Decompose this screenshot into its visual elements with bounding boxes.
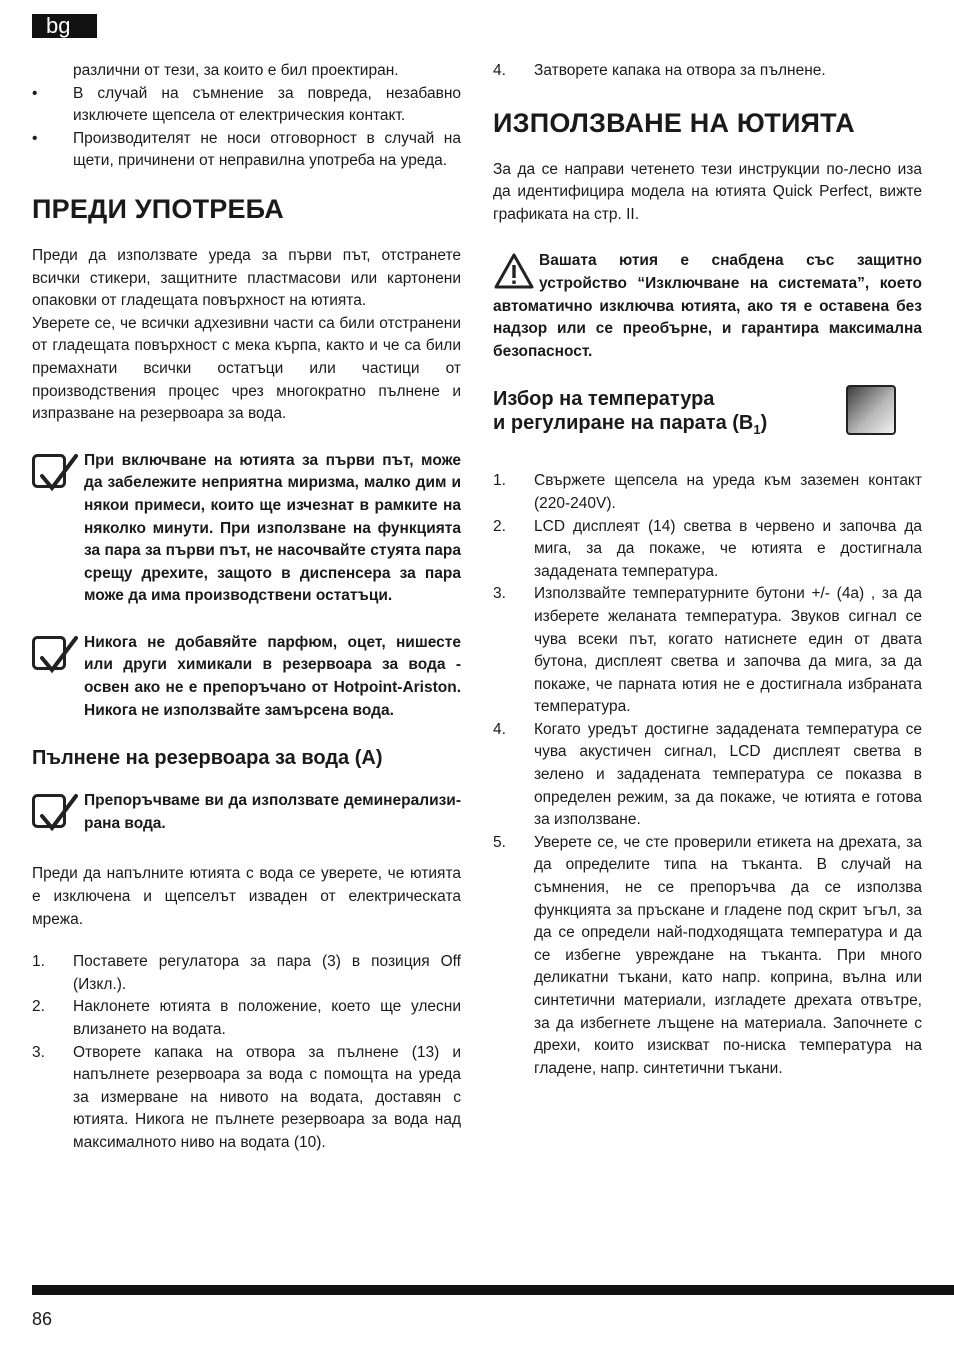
checkbox-tick-icon [32,454,78,496]
subheading-fill-tank: Пълнене на резервоара за вода (А) [32,747,383,770]
fill-steps-continued [493,60,922,83]
bullet-list [32,83,461,173]
list-item: 1. Поставете регулатора за пара (3) в позиция Off (Изкл.). [32,953,461,993]
footer-bar [32,1285,954,1295]
warning-triangle-icon [493,252,535,290]
paragraph: Преди да напълните ютията с вода се уверете, че ютията е изключена и щепселът изваден от електрическата мрежа. [32,865,461,928]
note-demineralized-water: Препоръчваме ви да използвате деминерализи-рана вода. [32,790,461,835]
checkbox-tick-icon [32,794,78,836]
paragraph: Преди да използвате уреда за първи път, отстранете всички стикери, защитните пластмасови или картонени опаковки от гладещата повърхност на ютията. [32,246,461,310]
note-first-use: При включване на ютията за първи път, може да забележите неприятна миризма, малко дим и някои примеси, които ще изчезнат в рамките на няколко минути. При използване на функцията за пара за първи път, не насочвайте стуята пара срещу дрехите, защото в диспенсера за пара може да има производствени остатъци. [32,450,461,608]
list-item: • В случай на съмнение за повреда, незабавно изключете щепсела от електрическия контакт. [32,84,461,125]
right-column [493,60,922,1080]
checkbox-tick-icon [32,636,78,678]
bullet-mark: • [32,129,38,147]
list-item: • Производителят не носи отговорност в случай на щети, причинени от неправилна употреба на уреда. [32,129,461,170]
fill-steps-list [32,951,461,1154]
list-item: 2. LCD дисплеят (14) светва в червено и започва да мига, за да покаже, че ютията е достигнала зададената температура. [493,517,922,580]
subheading-temperature: Избор на температура и регулиране на парата $(B_1)$ [493,387,922,442]
list-item: 3. Отворете капака на отвора за пълнене (13) и напълнете резервоара за вода с помощта на уреда за измерване на нивото на водата, доставян с ютията. Никога не пълнете резервоара за вода над максималното ниво на водата (10). [32,1043,461,1151]
list-item: 3. Използвайте температурните бутони +/- (4a) , за да изберете желаната температура. Звуков сигнал се чува всеки път, когато натиснете един от двата бутона, дисплеят светва и започва да мига, за да покаже, че парната ютия не е достигнала избраната температура. [493,585,922,716]
continued-bullet-text: различни от тези, за които е бил проектиран. [73,62,399,79]
list-item: 2. Наклонете ютията в положение, което ще улесни влизането на водата. [32,998,461,1038]
list-item: 4. Затворете капака на отвора за пълнене. [493,62,826,79]
list-item: 5. Уверете се, че сте проверили етикета на дрехата, за да определите типа на тъканта. В случай на съмнения, не се препоръчва да се използва функцията за пръскане и гладене под скрит ъгъл, за да се определи най-подходящата температура и да се избегне увреждане на тъканта. При много деликатни тъкани, като напр. коприна, вълна или синтетични материали, изгладете дрехата отвътре, за да избегнете лъщене на материала. Започнете с дрехи, които изискват по-ниска температура на гладене, напр. синтетични тъкани. [493,833,922,1077]
note-no-chemicals: Никога не добавяйте парфюм, оцет, нишесте или други химикали в резервоара за вода - освен ако не е препоръчано от Hotpoint-Ariston. Никога не използвайте замърсена вода. [32,632,461,722]
list-item: 1. Свържете щепсела на уреда към заземен контакт (220-240V). [493,472,922,512]
list-item: 4. Когато уредът достигне зададената температура се чува акустичен сигнал, LCD дисплеят светва в зелено и зададената температура се показва в определен режим, за да покаже, че ютията е готова за използване. [493,720,922,829]
left-column [32,60,461,1155]
safety-warning: Вашата ютия е снабдена със защитно устройство “Изключване на системата”, което автоматично изключва ютията, ако тя е оставена без надзор или се преобърне, и гарантира максимална безопасност. [493,252,922,360]
paragraph: За да се направи четенето тези инструкции по-лесно иза да идентифицира модела на ютията Quick Perfect, вижте графиката на стр. II. [493,160,922,223]
temperature-steps-list [493,470,922,1080]
heading-using-iron: ИЗПОЛЗВАНЕ НА ЮТИЯТА [493,107,855,138]
bullet-mark: • [32,84,38,102]
language-tab: bg [32,14,97,38]
heading-before-use: ПРЕДИ УПОТРЕБА [32,193,284,224]
page-number: 86 [32,1309,53,1329]
control-panel-icon [846,385,896,435]
paragraph: Уверете се, че всички адхезивни части са били отстранени от гладещата повърхност с мека кърпа, както и че са били премахнати всички остатъци или частици от производствения процес чрез многократно пълнене и изпразване на резервоара за вода. [32,314,461,423]
